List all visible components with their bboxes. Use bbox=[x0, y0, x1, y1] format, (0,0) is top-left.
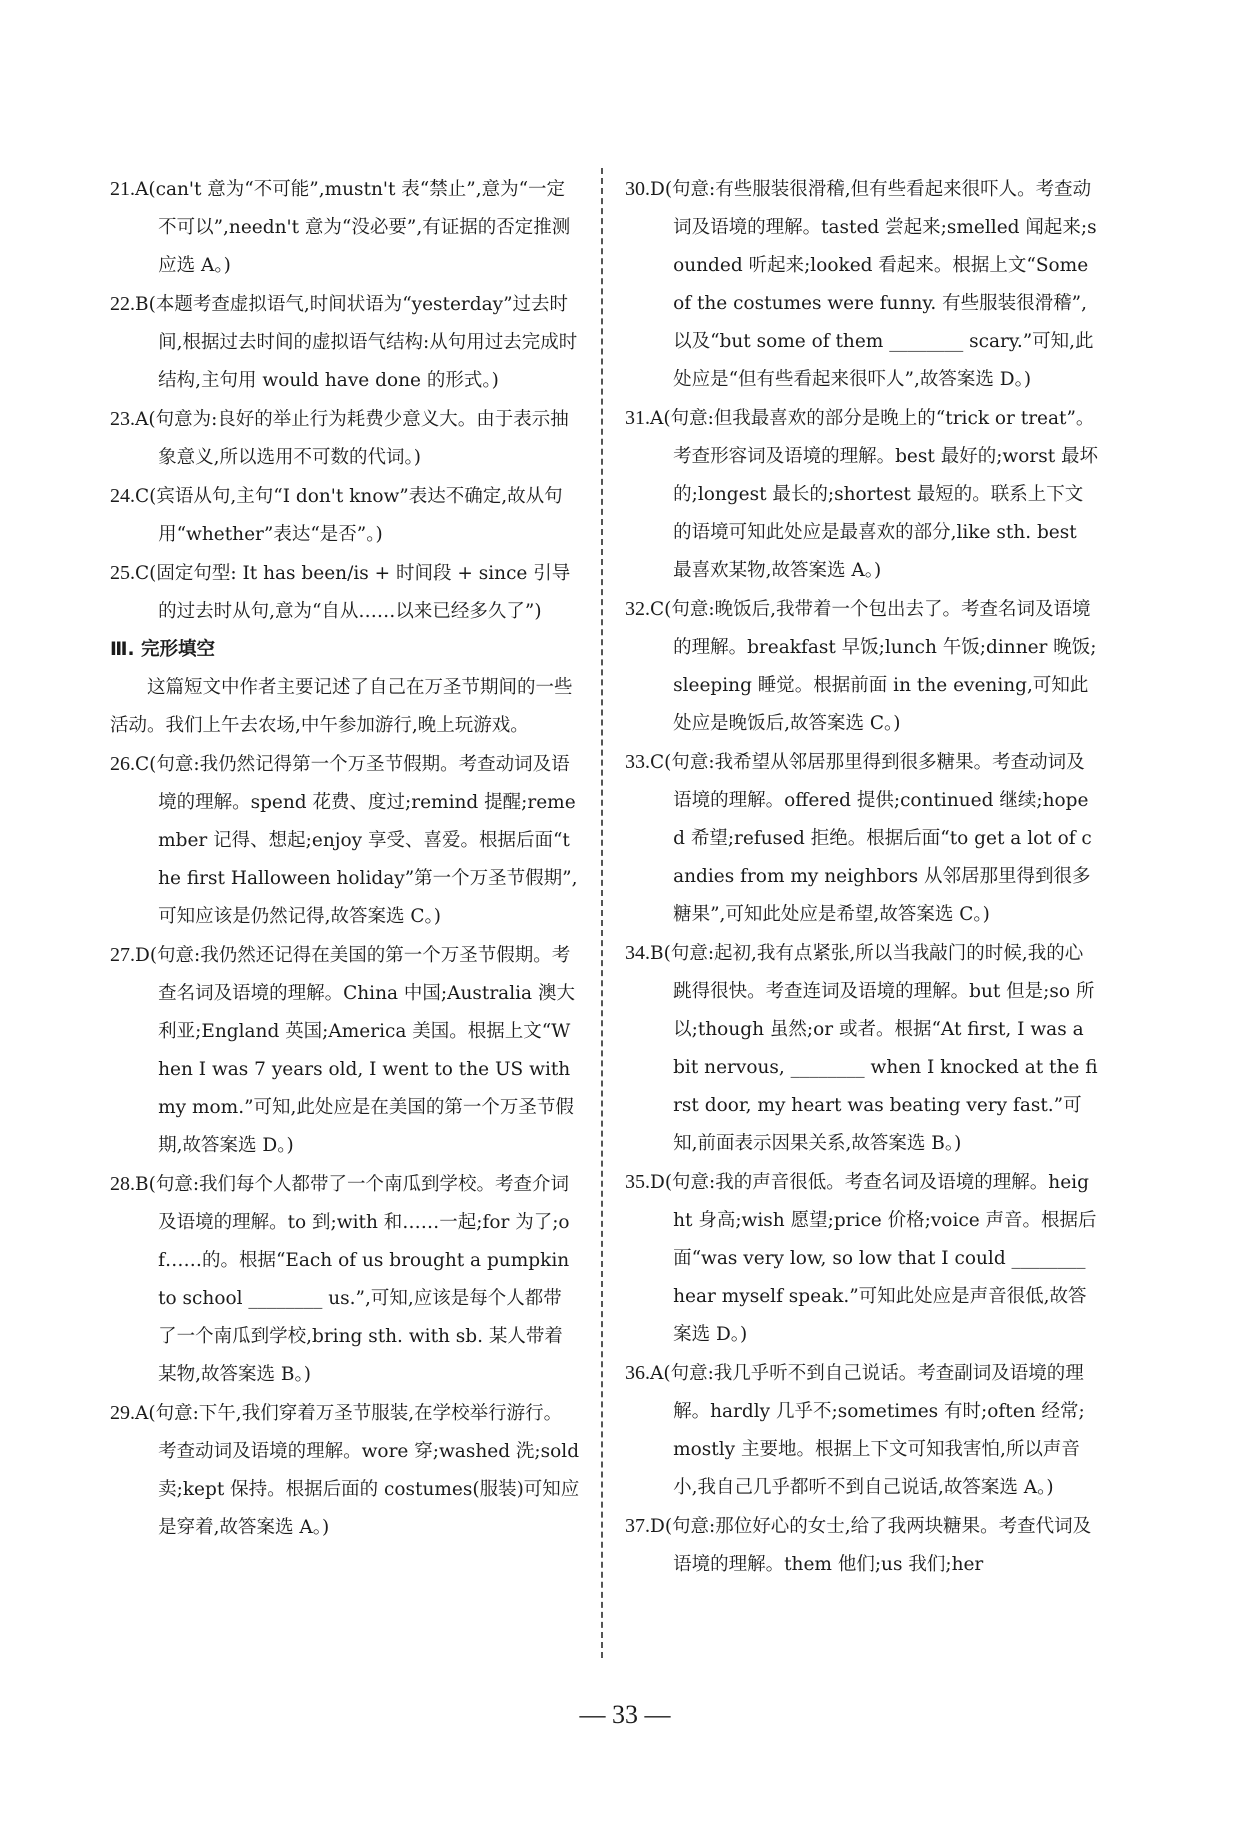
answer-text: D(句意:我的声音很低。考查名词及语境的理解。height 身高;wish 愿望;price 价格;voice 声音。根据后面“was very low, so low that I could ________ hear myself speak.”可知此处应是声音很低,故答案选 D。) bbox=[650, 1172, 1097, 1345]
answer-entry bbox=[110, 745, 580, 936]
answer-list-left-a bbox=[110, 170, 580, 631]
answer-text: A(句意为:良好的举止行为耗费少意义大。由于表示抽象意义,所以选用不可数的代词。) bbox=[135, 409, 569, 468]
answer-number: 31. bbox=[625, 407, 650, 429]
answer-text: C(句意:晚饭后,我带着一个包出去了。考查名词及语境的理解。breakfast 早饭;lunch 午饭;dinner 晚饭;sleeping 睡觉。根据前面 in the evening,可知此处应是晚饭后,故答案选 C。) bbox=[650, 599, 1097, 734]
answer-number: 36. bbox=[625, 1362, 650, 1384]
answer-list-left-b bbox=[110, 745, 580, 1547]
answer-number: 35. bbox=[625, 1171, 650, 1193]
answer-number: 22. bbox=[110, 293, 135, 315]
answer-number: 21. bbox=[110, 178, 135, 200]
answer-text: B(本题考查虚拟语气,时间状语为“yesterday”过去时间,根据过去时间的虚拟语气结构:从句用过去完成时结构,主句用 would have done 的形式。) bbox=[135, 294, 578, 391]
answer-entry bbox=[625, 399, 1100, 590]
answer-text: C(宾语从句,主句“I don't know”表达不确定,故从句用“whether”表达“是否”。) bbox=[135, 486, 563, 545]
section-heading: Ⅲ. 完形填空 bbox=[110, 639, 215, 660]
section-intro: 这篇短文中作者主要记述了自己在万圣节期间的一些活动。我们上午去农场,中午参加游行,晚上玩游戏。 bbox=[110, 677, 573, 736]
column-divider bbox=[601, 168, 603, 1658]
answer-number: 28. bbox=[110, 1173, 135, 1195]
answer-number: 33. bbox=[625, 751, 650, 773]
answer-text: C(固定句型: It has been/is + 时间段 + since 引导的过去时从句,意为“自从……以来已经多久了”) bbox=[135, 563, 571, 622]
answer-entry bbox=[110, 400, 580, 477]
answer-number: 37. bbox=[625, 1515, 650, 1537]
answer-entry bbox=[625, 1507, 1100, 1584]
answer-number: 30. bbox=[625, 178, 650, 200]
answer-entry bbox=[625, 590, 1100, 743]
answer-number: 24. bbox=[110, 485, 135, 507]
answer-entry bbox=[110, 1394, 580, 1547]
answer-entry bbox=[625, 1354, 1100, 1507]
answer-text: D(句意:那位好心的女士,给了我两块糖果。考查代词及语境的理解。them 他们;us 我们;her bbox=[650, 1516, 1092, 1575]
page-number: — 33 — bbox=[579, 1700, 671, 1729]
answer-number: 32. bbox=[625, 598, 650, 620]
answer-number: 26. bbox=[110, 753, 135, 775]
answer-entry bbox=[625, 170, 1100, 399]
answer-number: 25. bbox=[110, 562, 135, 584]
answer-text: D(句意:有些服装很滑稽,但有些看起来很吓人。考查动词及语境的理解。tasted 尝起来;smelled 闻起来;sounded 听起来;looked 看起来。根据上文“Some of the costumes were funny. 有些服装很滑稽”,以及“but some of them ________ scary.”可知,此处应是“但有些看起来很吓人”,故答案选 D。) bbox=[650, 179, 1097, 390]
answer-entry bbox=[625, 743, 1100, 934]
answer-text: B(句意:起初,我有点紧张,所以当我敲门的时候,我的心跳得很快。考查连词及语境的理解。but 但是;so 所以;though 虽然;or 或者。根据“At first, I was a bit nervous, ________ when I knocked at the first door, my heart was beating very fast.”可知,前面表示因果关系,故答案选 B。) bbox=[650, 943, 1098, 1154]
left-column bbox=[110, 170, 580, 1547]
answer-text: C(句意:我仍然记得第一个万圣节假期。考查动词及语境的理解。spend 花费、度过;remind 提醒;remember 记得、想起;enjoy 享受、喜爱。根据后面“the first Halloween holiday”第一个万圣节假期”,可知应该是仍然记得,故答案选 C。) bbox=[135, 754, 578, 927]
answer-list-right bbox=[625, 170, 1100, 1584]
answer-number: 29. bbox=[110, 1402, 135, 1424]
answer-text: D(句意:我仍然还记得在美国的第一个万圣节假期。考查名词及语境的理解。China 中国;Australia 澳大利亚;England 英国;America 美国。根据上文“When I was 7 years old, I went to the US with my mom.”可知,此处应是在美国的第一个万圣节假期,故答案选 D。) bbox=[135, 945, 575, 1156]
answer-text: B(句意:我们每个人都带了一个南瓜到学校。考查介词及语境的理解。to 到;with 和……一起;for 为了;of……的。根据“Each of us brought a pumpkin to school ________ us.”,可知,应该是每个人都带了一个南瓜到学校,bring sth. with sb. 某人带着某物,故答案选 B。) bbox=[135, 1174, 570, 1385]
right-column bbox=[625, 170, 1100, 1584]
answer-entry bbox=[110, 285, 580, 400]
answer-number: 27. bbox=[110, 944, 135, 966]
answer-text: A(句意:下午,我们穿着万圣节服装,在学校举行游行。考查动词及语境的理解。wore 穿;washed 洗;sold 卖;kept 保持。根据后面的 costumes(服装)可知应是穿着,故答案选 A。) bbox=[135, 1403, 580, 1538]
answer-number: 23. bbox=[110, 408, 135, 430]
answer-entry bbox=[110, 936, 580, 1165]
answer-text: A(can't 意为“不可能”,mustn't 表“禁止”,意为“一定不可以”,needn't 意为“没必要”,有证据的否定推测应选 A。) bbox=[135, 179, 571, 276]
answer-text: A(句意:我几乎听不到自己说话。考查副词及语境的理解。hardly 几乎不;sometimes 有时;often 经常;mostly 主要地。根据上下文可知我害怕,所以声音小,我自己几乎都听不到自己说话,故答案选 A。) bbox=[650, 1363, 1085, 1498]
answer-number: 34. bbox=[625, 942, 650, 964]
answer-entry bbox=[110, 170, 580, 285]
answer-entry bbox=[110, 1165, 580, 1394]
answer-text: A(句意:但我最喜欢的部分是晚上的“trick or treat”。考查形容词及语境的理解。best 最好的;worst 最坏的;longest 最长的;shortest 最短的。联系上下文的语境可知此处应是最喜欢的部分,like sth. best 最喜欢某物,故答案选 A。) bbox=[650, 408, 1099, 581]
answer-entry bbox=[110, 477, 580, 554]
answer-entry bbox=[110, 554, 580, 631]
answer-text: C(句意:我希望从邻居那里得到很多糖果。考查动词及语境的理解。offered 提供;continued 继续;hoped 希望;refused 拒绝。根据后面“to get a lot of candies from my neighbors 从邻居那里得到很多糖果”,可知此处应是希望,故答案选 C。) bbox=[650, 752, 1092, 925]
answer-entry bbox=[625, 934, 1100, 1163]
answer-entry bbox=[625, 1163, 1100, 1354]
